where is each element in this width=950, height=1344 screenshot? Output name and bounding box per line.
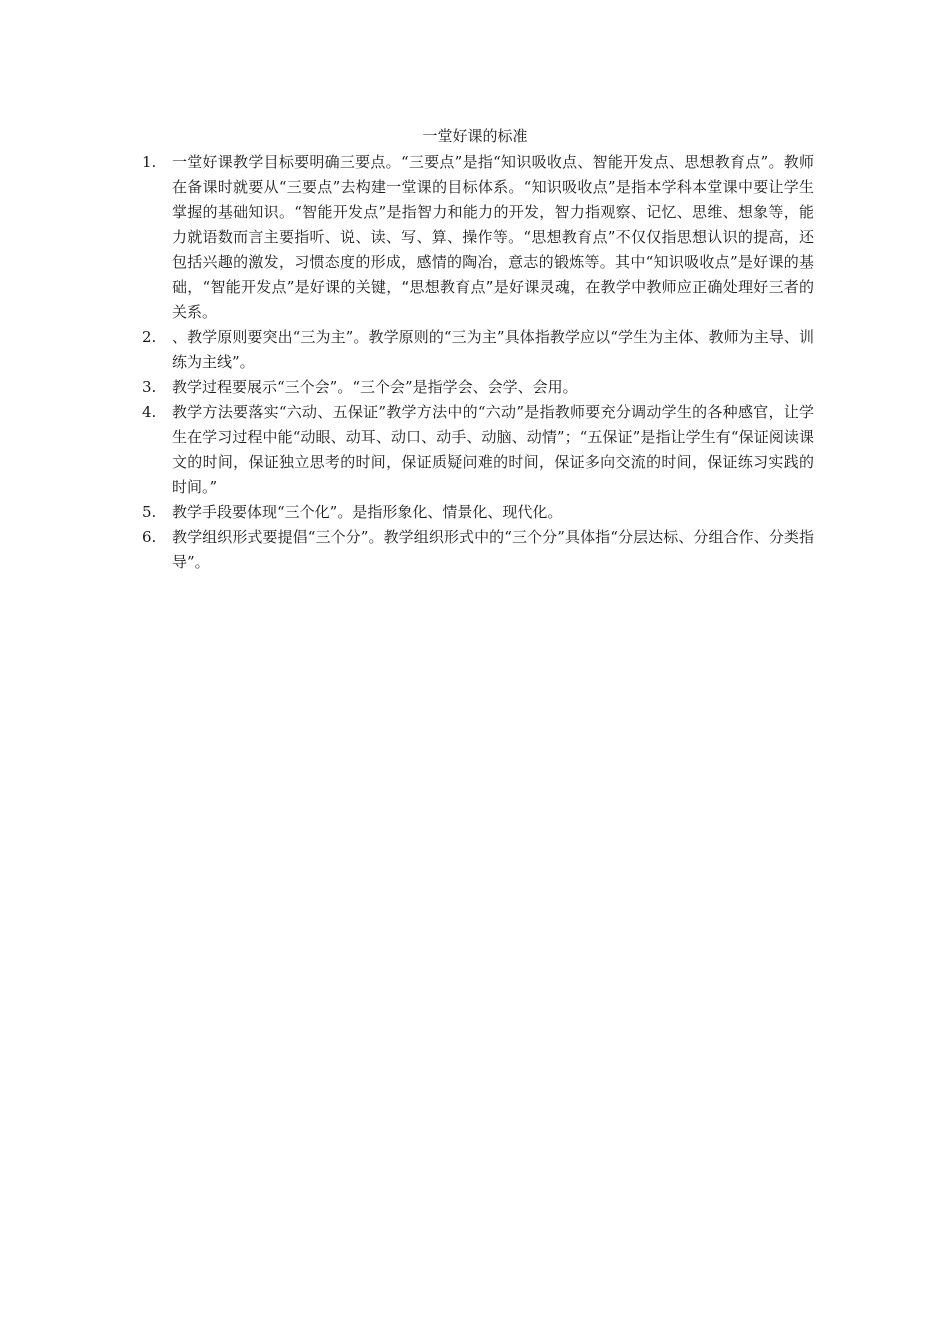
- list-item-number: 4.: [142, 403, 157, 421]
- list-item-text: 、教学原则要突出“三为主”。教学原则的“三为主”具体指教学应以“学生为主体、教师为主导、训练为主线”。: [172, 328, 814, 371]
- list-item-text: 教学组织形式要提倡“三个分”。教学组织形式中的“三个分”具体指“分层达标、分组合作、分类指导”。: [172, 528, 814, 571]
- list-item: [142, 400, 814, 500]
- standards-list: [142, 150, 814, 575]
- list-item: [142, 500, 814, 525]
- list-item-text: [172, 150, 814, 325]
- list-item-number: 1.: [142, 153, 157, 171]
- list-item-number: 5.: [142, 503, 157, 521]
- list-item-text: 教学手段要体现“三个化”。是指形象化、情景化、现代化。: [172, 503, 563, 521]
- list-item-text-tail: 关键，“思想教育点”是好课灵魂，在教学中教师应正确处理好三者的关系。: [172, 278, 814, 321]
- list-item: [142, 375, 814, 400]
- list-item-number: 3.: [142, 378, 157, 396]
- list-item-text: 教学过程要展示“三个会”。“三个会”是指学会、会学、会用。: [172, 378, 578, 396]
- list-item-number: 6.: [142, 528, 157, 546]
- list-item-text-main: 一堂好课教学目标要明确三要点。“三要点”是指“知识吸收点、智能开发点、思想教育点”。教师在备课时就要从“三要点”去构建一堂课的目标体系。“知识吸收点”是指本学科本堂课中要让学生掌握的基础知识。“智能开发点”是指智力和能力的开发，智力指观察、记忆、思维、想象等，能力就语数而言主要指听、说、读、写、算、操作等。“思想教育点”不仅仅指思想认识的提高，还包括兴趣的激发，习惯态度的形成，感情的陶冶，意志的锻炼等。其中“知识吸收点”是好课的基础，“智能开发点”是好课的: [172, 153, 814, 296]
- list-item-number: 2.: [142, 328, 157, 346]
- document-title: 一堂好课的标准: [422, 127, 528, 145]
- list-item-text: 教学方法要落实“六动、五保证”教学方法中的“六动”是指教师要充分调动学生的各种感官，让学生在学习过程中能“动眼、动耳、动口、动手、动脑、动情”；“五保证”是指让学生有“保证阅读课文的时间，保证独立思考的时间，保证质疑问难的时间，保证多向交流的时间，保证练习实践的时间。”: [172, 403, 814, 496]
- list-item: [142, 325, 814, 375]
- list-item: [142, 525, 814, 575]
- list-item: [142, 150, 814, 325]
